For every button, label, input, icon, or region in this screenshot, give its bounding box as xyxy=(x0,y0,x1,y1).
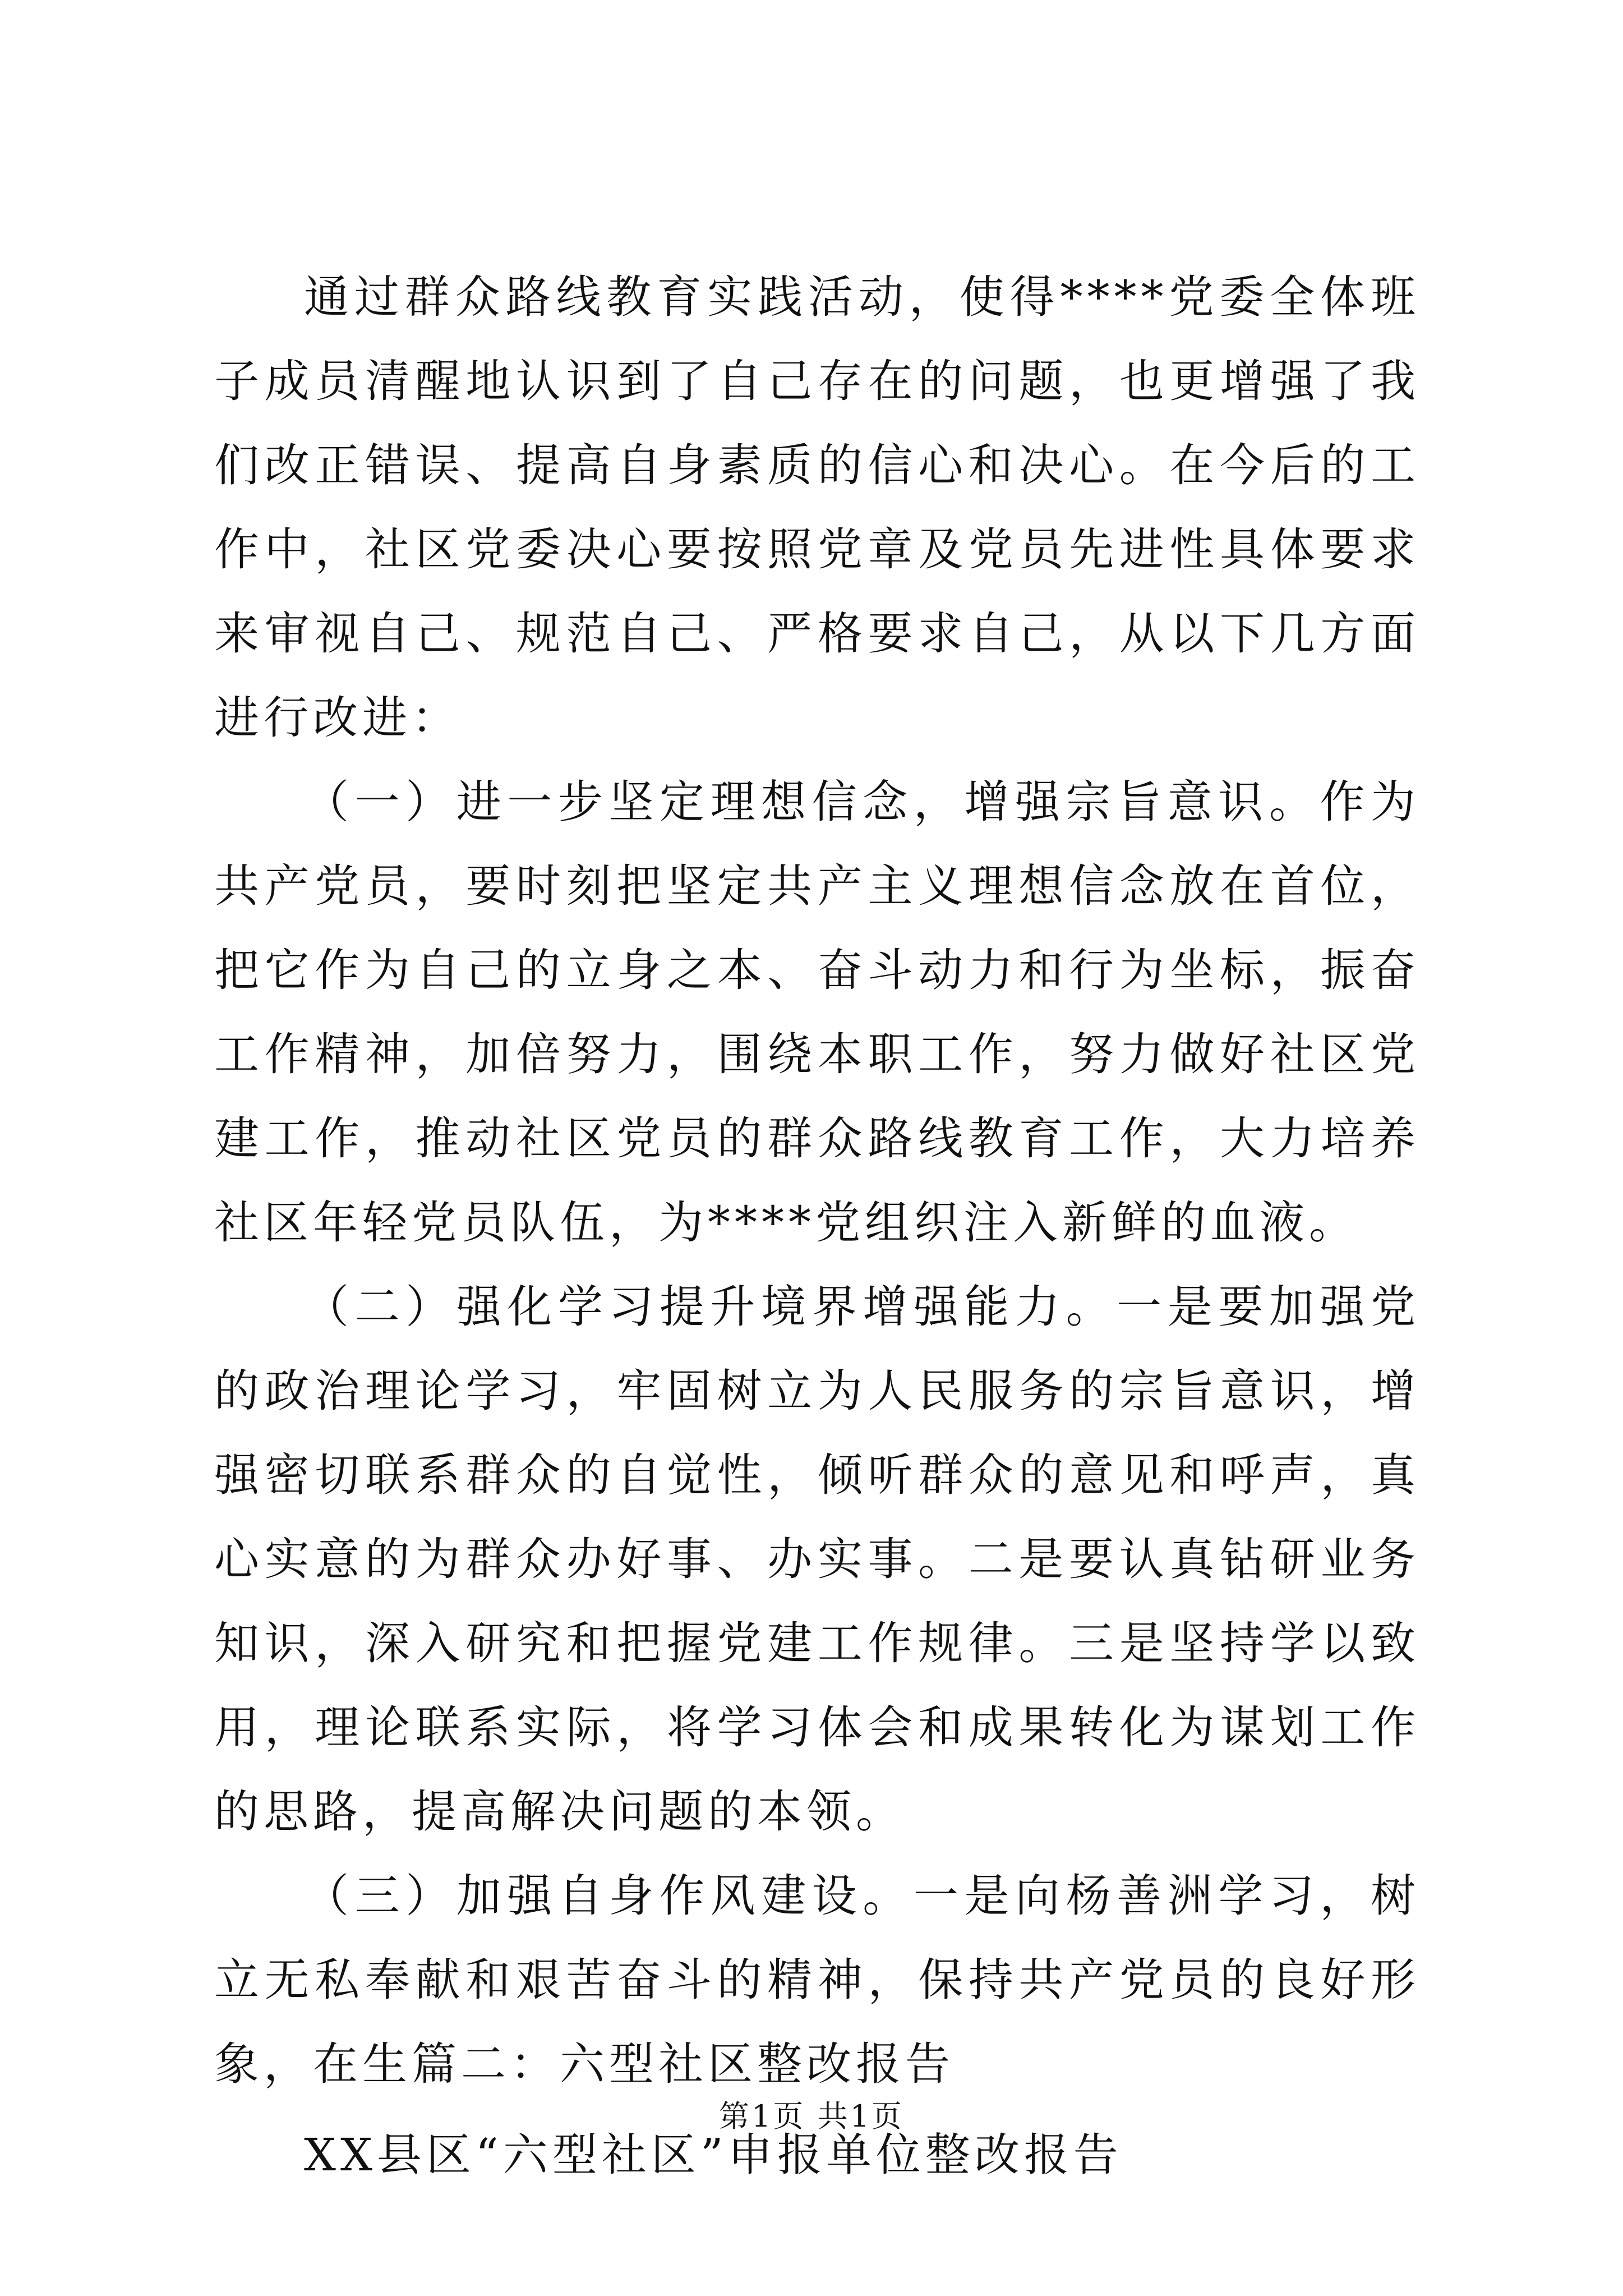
document-body xyxy=(214,255,1420,2197)
paragraph-section-2: （二）强化学习提升境界增强能力。一是要加强党的政治理论学习，牢固树立为人民服务的宗旨意识，增强密切联系群众的自觉性，倾听群众的意见和呼声，真心实意的为群众办好事、办实事。二是要认真钻研业务知识，深入研究和把握党建工作规律。三是坚持学以致用，理论联系实际，将学习体会和成果转化为谋划工作的思路，提高解决问题的本领。 xyxy=(214,1281,1420,1838)
report-title: XX县区“六型社区”申报单位整改报告 xyxy=(304,2129,1123,2181)
page-footer: 第1页 共1页 xyxy=(719,2099,904,2134)
paragraph-intro: 通过群众路线教育实践活动，使得****党委全体班子成员清醒地认识到了自己存在的问题，也更增强了我们改正错误、提高自身素质的信心和决心。在今后的工作中，社区党委决心要按照党章及党员先进性具体要求来审视自己、规范自己、严格要求自己，从以下几方面进行改进： xyxy=(214,271,1420,744)
paragraph-section-3: （三）加强自身作风建设。一是向杨善洲学习，树立无私奉献和艰苦奋斗的精神，保持共产党员的良好形象，在生篇二：六型社区整改报告 xyxy=(214,1870,1420,2090)
paragraph-section-1: （一）进一步坚定理想信念，增强宗旨意识。作为共产党员，要时刻把坚定共产主义理想信念放在首位，把它作为自己的立身之本、奋斗动力和行为坐标，振奋工作精神，加倍努力，围绕本职工作，努力做好社区党建工作，推动社区党员的群众路线教育工作，大力培养社区年轻党员队伍，为****党组织注入新鲜的血液。 xyxy=(214,776,1420,1249)
